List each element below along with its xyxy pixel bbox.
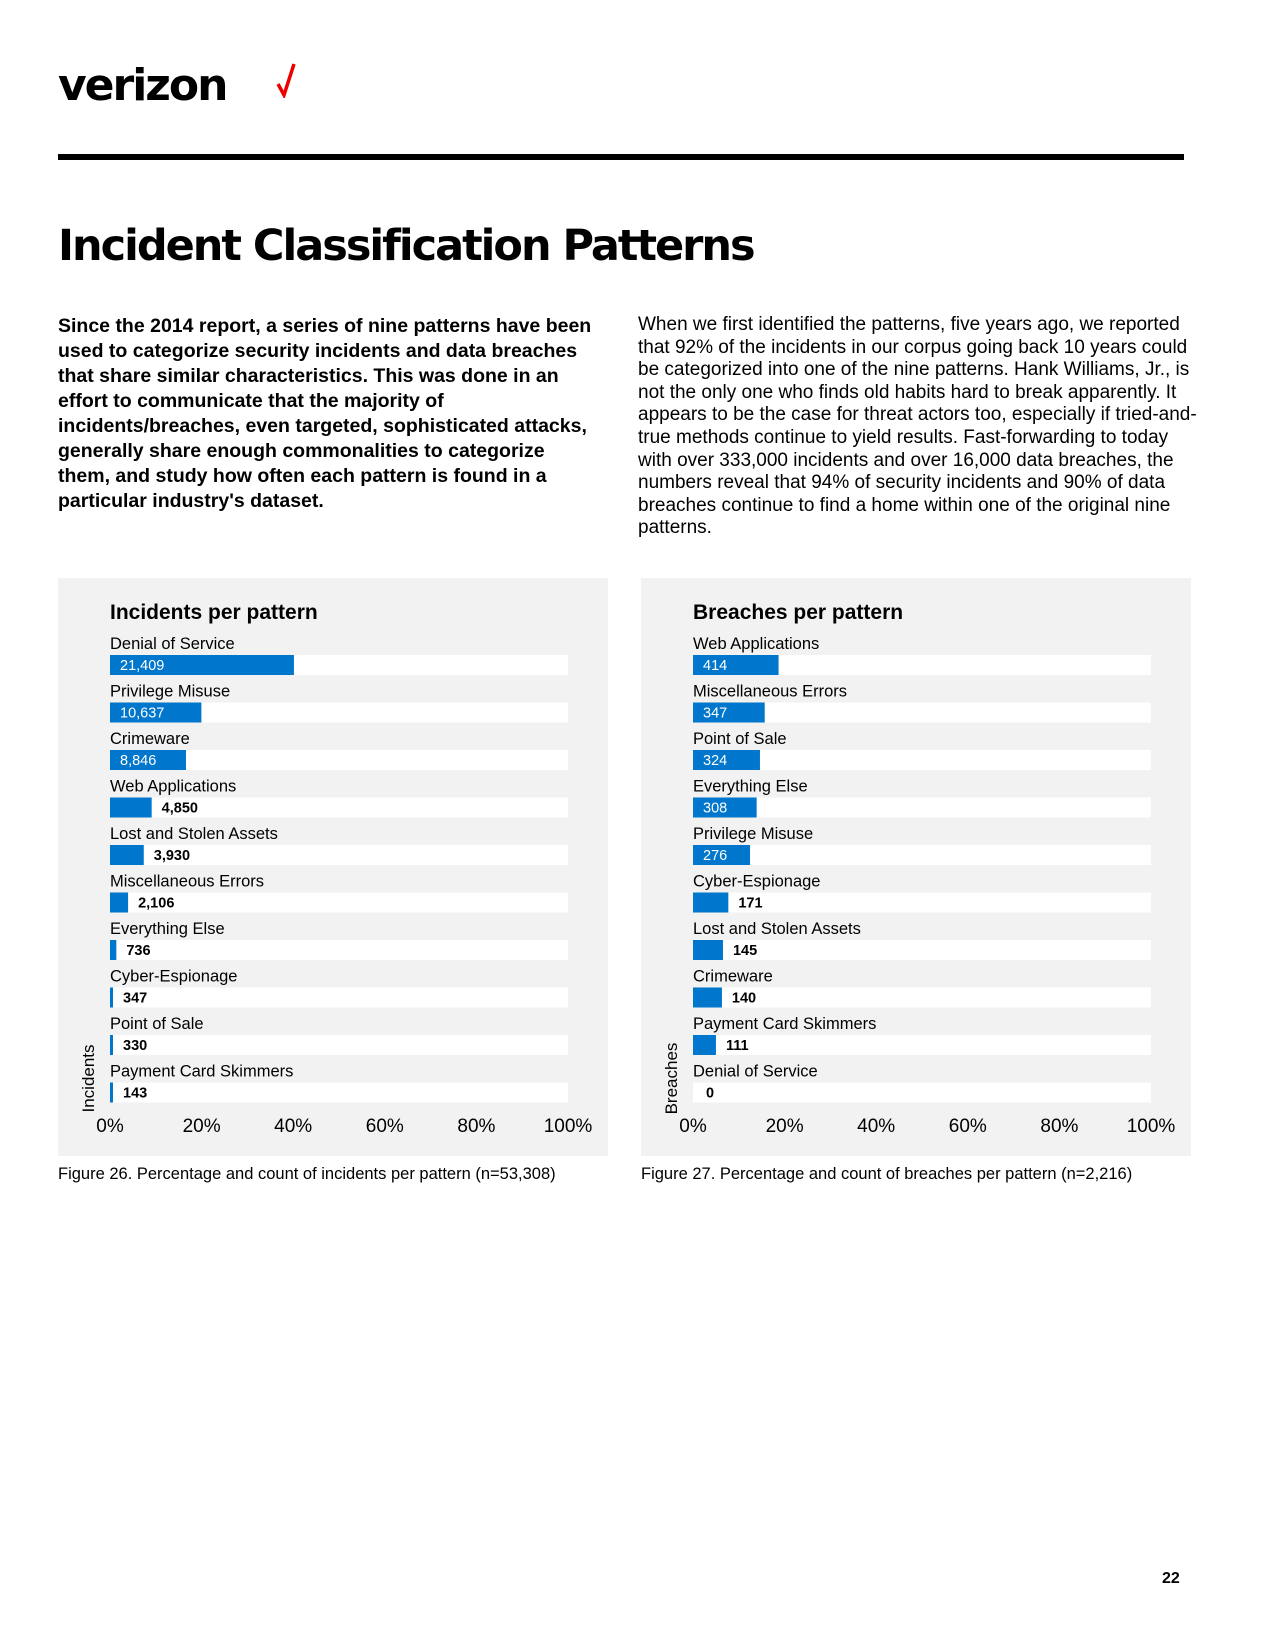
figure-26-caption: Figure 26. Percentage and count of incidents per pattern (n=53,308)	[58, 1165, 556, 1183]
x-tick-label-100pct: 100%	[1126, 1116, 1176, 1137]
bar-track-payment-card-skimmers	[693, 1035, 1151, 1055]
bar-track-point-of-sale	[693, 750, 1151, 770]
category-label-crimeware: Crimeware	[693, 967, 773, 986]
category-label-denial-of-service: Denial of Service	[693, 1062, 818, 1081]
bar-payment-card-skimmers	[110, 1083, 113, 1103]
category-label-payment-card-skimmers: Payment Card Skimmers	[693, 1015, 877, 1033]
category-label-everything-else: Everything Else	[110, 920, 225, 938]
category-label-lost-and-stolen-assets: Lost and Stolen Assets	[693, 920, 861, 938]
category-label-miscellaneous-errors: Miscellaneous Errors	[693, 682, 848, 701]
bar-payment-card-skimmers	[693, 1035, 716, 1055]
value-label-crimeware: 8,846	[120, 753, 157, 769]
x-tick-label-60pct: 60%	[948, 1116, 987, 1137]
incidents-chart	[58, 578, 608, 1156]
bar-track-privilege-misuse	[693, 845, 1151, 865]
value-label-denial-of-service: 21,409	[120, 658, 165, 674]
bar-cyber-espionage	[110, 988, 113, 1008]
value-label-crimeware: 140	[731, 990, 757, 1007]
bar-track-everything-else	[110, 940, 568, 960]
header-rule	[58, 154, 1184, 160]
value-label-privilege-misuse: 276	[703, 848, 728, 864]
intro-paragraph: When we first identified the patterns, five years ago, we reported that 92% of the incidents in our corpus going back 10 years could be categorized into one of the nine patterns. Hank Williams, Jr., is not the only one who finds old habits hard to break apparently. It appears to be the case for threat actors too, especially if tried-and-true methods continue to yield results. Fast-forwarding to today with over 333,000 incidents and over 16,000 data breaches, the numbers reveal that 94% of security incidents and 90% of data breaches continue to find a home within one of the original nine patterns.	[638, 314, 1197, 539]
x-tick-label-0pct: 0%	[96, 1116, 124, 1137]
bar-track-crimeware	[693, 988, 1151, 1008]
category-label-crimeware: Crimeware	[110, 730, 190, 748]
y-axis-label: Breaches	[662, 1042, 681, 1115]
intro-paragraph-bold: Since the 2014 report, a series of nine patterns have been used to categorize security incidents and data breaches that share similar characteristics. This was done in an effort to communicate that the majority of incidents/breaches, even targeted, sophisticated attacks, generally share enough commonalities to categorize them, and study how often each pattern is found in a particular industry's dataset.	[58, 315, 592, 512]
bar-cyber-espionage	[693, 893, 728, 913]
category-label-point-of-sale: Point of Sale	[110, 1015, 204, 1033]
category-label-denial-of-service: Denial of Service	[110, 635, 235, 653]
value-label-point-of-sale: 324	[703, 753, 728, 769]
x-tick-label-40pct: 40%	[274, 1116, 313, 1137]
page-number: 22	[1162, 1570, 1180, 1587]
x-tick-label-20pct: 20%	[765, 1116, 804, 1137]
category-label-point-of-sale: Point of Sale	[693, 730, 787, 748]
bar-track-everything-else	[693, 798, 1151, 818]
category-label-miscellaneous-errors: Miscellaneous Errors	[110, 872, 265, 891]
category-label-web-applications: Web Applications	[693, 635, 820, 653]
value-label-point-of-sale: 330	[123, 1038, 148, 1054]
category-label-everything-else: Everything Else	[693, 777, 808, 796]
bar-track-miscellaneous-errors	[110, 893, 568, 913]
value-label-miscellaneous-errors: 347	[703, 705, 728, 722]
category-label-cyber-espionage: Cyber-Espionage	[693, 872, 821, 891]
value-label-everything-else: 308	[703, 800, 728, 817]
bar-track-point-of-sale	[110, 1035, 568, 1055]
checkmark-icon	[276, 62, 296, 98]
y-axis-label: Incidents	[79, 1044, 98, 1113]
bar-track-payment-card-skimmers	[110, 1083, 568, 1103]
category-label-lost-and-stolen-assets: Lost and Stolen Assets	[110, 825, 278, 843]
value-label-payment-card-skimmers: 111	[725, 1038, 749, 1054]
value-label-cyber-espionage: 171	[738, 895, 763, 912]
page-title: Incident Classification Patterns	[58, 221, 754, 271]
logo-wordmark: verizon	[58, 60, 227, 111]
bar-track-lost-and-stolen-assets	[693, 940, 1151, 960]
bar-lost-and-stolen-assets	[693, 940, 723, 960]
x-tick-label-0pct: 0%	[679, 1116, 707, 1137]
breaches-chart-panel	[641, 578, 1191, 1156]
bar-point-of-sale	[110, 1035, 113, 1055]
bar-track-cyber-espionage	[110, 988, 568, 1008]
incidents-chart-panel	[58, 578, 608, 1156]
x-tick-label-20pct: 20%	[182, 1116, 221, 1137]
x-tick-label-100pct: 100%	[543, 1116, 593, 1137]
bar-crimeware	[693, 988, 722, 1008]
x-tick-label-80pct: 80%	[1040, 1116, 1079, 1137]
value-label-payment-card-skimmers: 143	[123, 1085, 148, 1102]
category-label-web-applications: Web Applications	[110, 777, 237, 796]
category-label-payment-card-skimmers: Payment Card Skimmers	[110, 1062, 294, 1081]
chart-title: Incidents per pattern	[110, 601, 318, 624]
breaches-chart	[641, 578, 1191, 1156]
bar-track-denial-of-service	[693, 1083, 1151, 1103]
value-label-privilege-misuse: 10,637	[120, 705, 165, 722]
value-label-lost-and-stolen-assets: 145	[732, 943, 758, 959]
x-tick-label-40pct: 40%	[857, 1116, 896, 1137]
value-label-everything-else: 736	[126, 943, 151, 959]
bar-lost-and-stolen-assets	[110, 845, 144, 865]
chart-title: Breaches per pattern	[693, 601, 904, 624]
value-label-cyber-espionage: 347	[123, 990, 148, 1007]
value-label-web-applications: 4,850	[161, 800, 198, 817]
x-tick-label-80pct: 80%	[457, 1116, 496, 1137]
category-label-privilege-misuse: Privilege Misuse	[693, 825, 814, 843]
value-label-web-applications: 414	[703, 658, 728, 674]
x-tick-label-60pct: 60%	[365, 1116, 404, 1137]
figure-27-caption: Figure 27. Percentage and count of breaches per pattern (n=2,216)	[641, 1165, 1133, 1183]
category-label-cyber-espionage: Cyber-Espionage	[110, 967, 238, 986]
bar-everything-else	[110, 940, 116, 960]
bar-miscellaneous-errors	[110, 893, 128, 913]
value-label-denial-of-service: 0	[706, 1085, 715, 1102]
bar-web-applications	[110, 798, 152, 818]
value-label-miscellaneous-errors: 2,106	[138, 895, 175, 912]
verizon-logo	[58, 60, 226, 112]
value-label-lost-and-stolen-assets: 3,930	[153, 848, 191, 864]
category-label-privilege-misuse: Privilege Misuse	[110, 682, 231, 701]
